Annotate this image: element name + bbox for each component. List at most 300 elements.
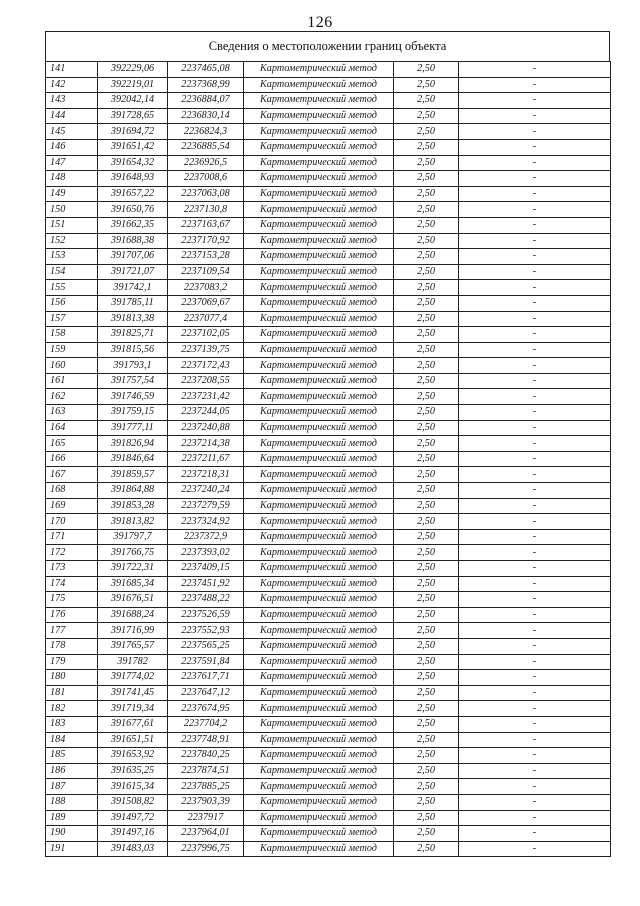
- method-cell: Картометрический метод: [244, 311, 394, 327]
- x-coordinate-cell: 391765,57: [98, 638, 168, 654]
- y-coordinate-cell: 2237488,22: [168, 592, 244, 608]
- table-row: [46, 826, 611, 842]
- x-coordinate-cell: 391654,32: [98, 155, 168, 171]
- description-cell: -: [459, 451, 611, 467]
- y-coordinate-cell: 2236884,07: [168, 93, 244, 109]
- x-coordinate-cell: 391694,72: [98, 124, 168, 140]
- x-coordinate-cell: 391657,22: [98, 186, 168, 202]
- x-coordinate-cell: 391846,64: [98, 451, 168, 467]
- table-row: [46, 732, 611, 748]
- table-row: [46, 155, 611, 171]
- method-cell: Картометрический метод: [244, 217, 394, 233]
- y-coordinate-cell: 2236885,54: [168, 139, 244, 155]
- description-cell: -: [459, 358, 611, 374]
- point-number-cell: 187: [46, 779, 98, 795]
- x-coordinate-cell: 391757,54: [98, 373, 168, 389]
- x-coordinate-cell: 391782: [98, 654, 168, 670]
- accuracy-cell: 2,50: [394, 529, 459, 545]
- x-coordinate-cell: 391635,25: [98, 763, 168, 779]
- table-row: [46, 716, 611, 732]
- method-cell: Картометрический метод: [244, 264, 394, 280]
- y-coordinate-cell: 2237840,25: [168, 748, 244, 764]
- table-row: [46, 249, 611, 265]
- point-number-cell: 159: [46, 342, 98, 358]
- method-cell: Картометрический метод: [244, 545, 394, 561]
- y-coordinate-cell: 2237964,01: [168, 826, 244, 842]
- table-row: [46, 233, 611, 249]
- table-row: [46, 529, 611, 545]
- description-cell: -: [459, 779, 611, 795]
- method-cell: Картометрический метод: [244, 794, 394, 810]
- accuracy-cell: 2,50: [394, 155, 459, 171]
- method-cell: Картометрический метод: [244, 186, 394, 202]
- point-number-cell: 155: [46, 280, 98, 296]
- accuracy-cell: 2,50: [394, 139, 459, 155]
- description-cell: -: [459, 93, 611, 109]
- y-coordinate-cell: 2237874,51: [168, 763, 244, 779]
- description-cell: -: [459, 623, 611, 639]
- y-coordinate-cell: 2237240,24: [168, 483, 244, 499]
- point-number-cell: 173: [46, 561, 98, 577]
- x-coordinate-cell: 391785,11: [98, 295, 168, 311]
- description-cell: -: [459, 233, 611, 249]
- method-cell: Картометрический метод: [244, 716, 394, 732]
- table-row: [46, 108, 611, 124]
- accuracy-cell: 2,50: [394, 841, 459, 857]
- accuracy-cell: 2,50: [394, 373, 459, 389]
- point-number-cell: 186: [46, 763, 98, 779]
- y-coordinate-cell: 2237244,05: [168, 405, 244, 421]
- table-title: Сведения о местоположении границ объекта: [45, 31, 610, 61]
- y-coordinate-cell: 2237917: [168, 810, 244, 826]
- accuracy-cell: 2,50: [394, 327, 459, 343]
- point-number-cell: 174: [46, 576, 98, 592]
- table-row: [46, 607, 611, 623]
- point-number-cell: 154: [46, 264, 98, 280]
- table-row: [46, 670, 611, 686]
- coordinates-table-sheet: [45, 31, 610, 857]
- accuracy-cell: 2,50: [394, 545, 459, 561]
- accuracy-cell: 2,50: [394, 810, 459, 826]
- y-coordinate-cell: 2237170,92: [168, 233, 244, 249]
- description-cell: -: [459, 607, 611, 623]
- point-number-cell: 143: [46, 93, 98, 109]
- description-cell: -: [459, 701, 611, 717]
- y-coordinate-cell: 2237393,02: [168, 545, 244, 561]
- description-cell: -: [459, 529, 611, 545]
- y-coordinate-cell: 2237552,93: [168, 623, 244, 639]
- method-cell: Картометрический метод: [244, 233, 394, 249]
- method-cell: Картометрический метод: [244, 685, 394, 701]
- x-coordinate-cell: 391859,57: [98, 467, 168, 483]
- point-number-cell: 167: [46, 467, 98, 483]
- table-row: [46, 483, 611, 499]
- y-coordinate-cell: 2237083,2: [168, 280, 244, 296]
- x-coordinate-cell: 391483,03: [98, 841, 168, 857]
- description-cell: -: [459, 405, 611, 421]
- point-number-cell: 151: [46, 217, 98, 233]
- y-coordinate-cell: 2237279,59: [168, 498, 244, 514]
- description-cell: -: [459, 794, 611, 810]
- table-row: [46, 779, 611, 795]
- method-cell: Картометрический метод: [244, 670, 394, 686]
- accuracy-cell: 2,50: [394, 295, 459, 311]
- method-cell: Картометрический метод: [244, 280, 394, 296]
- description-cell: -: [459, 327, 611, 343]
- description-cell: -: [459, 592, 611, 608]
- table-row: [46, 498, 611, 514]
- accuracy-cell: 2,50: [394, 826, 459, 842]
- method-cell: Картометрический метод: [244, 155, 394, 171]
- description-cell: -: [459, 514, 611, 530]
- description-cell: -: [459, 467, 611, 483]
- method-cell: Картометрический метод: [244, 327, 394, 343]
- table-row: [46, 62, 611, 78]
- table-row: [46, 202, 611, 218]
- description-cell: -: [459, 763, 611, 779]
- y-coordinate-cell: 2237451,92: [168, 576, 244, 592]
- x-coordinate-cell: 391722,31: [98, 561, 168, 577]
- point-number-cell: 145: [46, 124, 98, 140]
- point-number-cell: 177: [46, 623, 98, 639]
- point-number-cell: 175: [46, 592, 98, 608]
- method-cell: Картометрический метод: [244, 638, 394, 654]
- description-cell: -: [459, 342, 611, 358]
- table-row: [46, 186, 611, 202]
- method-cell: Картометрический метод: [244, 483, 394, 499]
- method-cell: Картометрический метод: [244, 841, 394, 857]
- point-number-cell: 165: [46, 436, 98, 452]
- method-cell: Картометрический метод: [244, 514, 394, 530]
- method-cell: Картометрический метод: [244, 701, 394, 717]
- point-number-cell: 163: [46, 405, 98, 421]
- accuracy-cell: 2,50: [394, 108, 459, 124]
- accuracy-cell: 2,50: [394, 436, 459, 452]
- method-cell: Картометрический метод: [244, 654, 394, 670]
- x-coordinate-cell: 391497,16: [98, 826, 168, 842]
- x-coordinate-cell: 391716,99: [98, 623, 168, 639]
- table-row: [46, 420, 611, 436]
- method-cell: Картометрический метод: [244, 436, 394, 452]
- coordinates-table: [45, 61, 611, 857]
- x-coordinate-cell: 391653,92: [98, 748, 168, 764]
- table-row: [46, 217, 611, 233]
- y-coordinate-cell: 2237903,39: [168, 794, 244, 810]
- x-coordinate-cell: 391497,72: [98, 810, 168, 826]
- method-cell: Картометрический метод: [244, 810, 394, 826]
- description-cell: -: [459, 171, 611, 187]
- table-row: [46, 436, 611, 452]
- accuracy-cell: 2,50: [394, 249, 459, 265]
- table-row: [46, 623, 611, 639]
- y-coordinate-cell: 2237617,71: [168, 670, 244, 686]
- accuracy-cell: 2,50: [394, 514, 459, 530]
- accuracy-cell: 2,50: [394, 576, 459, 592]
- method-cell: Картометрический метод: [244, 77, 394, 93]
- method-cell: Картометрический метод: [244, 202, 394, 218]
- method-cell: Картометрический метод: [244, 763, 394, 779]
- description-cell: -: [459, 748, 611, 764]
- method-cell: Картометрический метод: [244, 779, 394, 795]
- description-cell: -: [459, 561, 611, 577]
- accuracy-cell: 2,50: [394, 311, 459, 327]
- x-coordinate-cell: 391864,88: [98, 483, 168, 499]
- accuracy-cell: 2,50: [394, 498, 459, 514]
- y-coordinate-cell: 2237218,31: [168, 467, 244, 483]
- page-number: 126: [307, 14, 333, 31]
- point-number-cell: 172: [46, 545, 98, 561]
- x-coordinate-cell: 391825,71: [98, 327, 168, 343]
- x-coordinate-cell: 391662,35: [98, 217, 168, 233]
- y-coordinate-cell: 2237674,95: [168, 701, 244, 717]
- accuracy-cell: 2,50: [394, 264, 459, 280]
- accuracy-cell: 2,50: [394, 638, 459, 654]
- description-cell: -: [459, 217, 611, 233]
- description-cell: -: [459, 373, 611, 389]
- table-row: [46, 545, 611, 561]
- point-number-cell: 152: [46, 233, 98, 249]
- description-cell: -: [459, 420, 611, 436]
- point-number-cell: 179: [46, 654, 98, 670]
- x-coordinate-cell: 391721,07: [98, 264, 168, 280]
- table-row: [46, 327, 611, 343]
- description-cell: -: [459, 62, 611, 78]
- method-cell: Картометрический метод: [244, 451, 394, 467]
- y-coordinate-cell: 2237526,59: [168, 607, 244, 623]
- method-cell: Картометрический метод: [244, 592, 394, 608]
- x-coordinate-cell: 391826,94: [98, 436, 168, 452]
- y-coordinate-cell: 2237465,08: [168, 62, 244, 78]
- y-coordinate-cell: 2237214,38: [168, 436, 244, 452]
- y-coordinate-cell: 2237211,67: [168, 451, 244, 467]
- x-coordinate-cell: 391676,51: [98, 592, 168, 608]
- y-coordinate-cell: 2237647,12: [168, 685, 244, 701]
- method-cell: Картометрический метод: [244, 295, 394, 311]
- x-coordinate-cell: 391615,34: [98, 779, 168, 795]
- accuracy-cell: 2,50: [394, 623, 459, 639]
- table-row: [46, 389, 611, 405]
- description-cell: -: [459, 311, 611, 327]
- point-number-cell: 166: [46, 451, 98, 467]
- y-coordinate-cell: 2237565,25: [168, 638, 244, 654]
- y-coordinate-cell: 2236824,3: [168, 124, 244, 140]
- x-coordinate-cell: 391774,02: [98, 670, 168, 686]
- point-number-cell: 188: [46, 794, 98, 810]
- method-cell: Картометрический метод: [244, 529, 394, 545]
- accuracy-cell: 2,50: [394, 451, 459, 467]
- point-number-cell: 146: [46, 139, 98, 155]
- description-cell: -: [459, 576, 611, 592]
- accuracy-cell: 2,50: [394, 389, 459, 405]
- table-row: [46, 264, 611, 280]
- table-row: [46, 467, 611, 483]
- table-row: [46, 763, 611, 779]
- description-cell: -: [459, 841, 611, 857]
- point-number-cell: 141: [46, 62, 98, 78]
- description-cell: -: [459, 483, 611, 499]
- description-cell: -: [459, 670, 611, 686]
- accuracy-cell: 2,50: [394, 62, 459, 78]
- accuracy-cell: 2,50: [394, 592, 459, 608]
- point-number-cell: 182: [46, 701, 98, 717]
- accuracy-cell: 2,50: [394, 732, 459, 748]
- accuracy-cell: 2,50: [394, 716, 459, 732]
- x-coordinate-cell: 391742,1: [98, 280, 168, 296]
- method-cell: Картометрический метод: [244, 623, 394, 639]
- point-number-cell: 189: [46, 810, 98, 826]
- description-cell: -: [459, 139, 611, 155]
- point-number-cell: 190: [46, 826, 98, 842]
- table-row: [46, 93, 611, 109]
- x-coordinate-cell: 391707,06: [98, 249, 168, 265]
- y-coordinate-cell: 2237885,25: [168, 779, 244, 795]
- point-number-cell: 191: [46, 841, 98, 857]
- method-cell: Картометрический метод: [244, 561, 394, 577]
- point-number-cell: 185: [46, 748, 98, 764]
- method-cell: Картометрический метод: [244, 373, 394, 389]
- description-cell: -: [459, 280, 611, 296]
- accuracy-cell: 2,50: [394, 654, 459, 670]
- description-cell: -: [459, 436, 611, 452]
- point-number-cell: 161: [46, 373, 98, 389]
- x-coordinate-cell: 391813,38: [98, 311, 168, 327]
- point-number-cell: 153: [46, 249, 98, 265]
- accuracy-cell: 2,50: [394, 358, 459, 374]
- x-coordinate-cell: 391688,24: [98, 607, 168, 623]
- accuracy-cell: 2,50: [394, 561, 459, 577]
- method-cell: Картометрический метод: [244, 732, 394, 748]
- point-number-cell: 142: [46, 77, 98, 93]
- table-row: [46, 358, 611, 374]
- point-number-cell: 183: [46, 716, 98, 732]
- point-number-cell: 157: [46, 311, 98, 327]
- x-coordinate-cell: 392042,14: [98, 93, 168, 109]
- description-cell: -: [459, 124, 611, 140]
- table-row: [46, 342, 611, 358]
- point-number-cell: 144: [46, 108, 98, 124]
- table-row: [46, 373, 611, 389]
- accuracy-cell: 2,50: [394, 779, 459, 795]
- y-coordinate-cell: 2236830,14: [168, 108, 244, 124]
- accuracy-cell: 2,50: [394, 420, 459, 436]
- accuracy-cell: 2,50: [394, 748, 459, 764]
- description-cell: -: [459, 202, 611, 218]
- y-coordinate-cell: 2237172,43: [168, 358, 244, 374]
- point-number-cell: 164: [46, 420, 98, 436]
- point-number-cell: 181: [46, 685, 98, 701]
- y-coordinate-cell: 2237077,4: [168, 311, 244, 327]
- accuracy-cell: 2,50: [394, 124, 459, 140]
- accuracy-cell: 2,50: [394, 233, 459, 249]
- table-row: [46, 701, 611, 717]
- x-coordinate-cell: 391813,82: [98, 514, 168, 530]
- accuracy-cell: 2,50: [394, 685, 459, 701]
- x-coordinate-cell: 391685,34: [98, 576, 168, 592]
- x-coordinate-cell: 391741,45: [98, 685, 168, 701]
- method-cell: Картометрический метод: [244, 171, 394, 187]
- point-number-cell: 169: [46, 498, 98, 514]
- x-coordinate-cell: 391793,1: [98, 358, 168, 374]
- method-cell: Картометрический метод: [244, 342, 394, 358]
- description-cell: -: [459, 545, 611, 561]
- y-coordinate-cell: 2237153,28: [168, 249, 244, 265]
- point-number-cell: 184: [46, 732, 98, 748]
- description-cell: -: [459, 77, 611, 93]
- x-coordinate-cell: 391746,59: [98, 389, 168, 405]
- point-number-cell: 170: [46, 514, 98, 530]
- description-cell: -: [459, 186, 611, 202]
- y-coordinate-cell: 2237591,84: [168, 654, 244, 670]
- x-coordinate-cell: 391719,34: [98, 701, 168, 717]
- table-row: [46, 810, 611, 826]
- method-cell: Картометрический метод: [244, 139, 394, 155]
- table-row: [46, 514, 611, 530]
- y-coordinate-cell: 2237409,15: [168, 561, 244, 577]
- accuracy-cell: 2,50: [394, 670, 459, 686]
- table-row: [46, 124, 611, 140]
- y-coordinate-cell: 2237368,99: [168, 77, 244, 93]
- method-cell: Картометрический метод: [244, 576, 394, 592]
- point-number-cell: 178: [46, 638, 98, 654]
- description-cell: -: [459, 685, 611, 701]
- accuracy-cell: 2,50: [394, 467, 459, 483]
- x-coordinate-cell: 391651,51: [98, 732, 168, 748]
- table-row: [46, 654, 611, 670]
- description-cell: -: [459, 826, 611, 842]
- point-number-cell: 150: [46, 202, 98, 218]
- table-row: [46, 748, 611, 764]
- table-row: [46, 405, 611, 421]
- description-cell: -: [459, 810, 611, 826]
- y-coordinate-cell: 2237231,42: [168, 389, 244, 405]
- method-cell: Картометрический метод: [244, 389, 394, 405]
- method-cell: Картометрический метод: [244, 108, 394, 124]
- y-coordinate-cell: 2237130,8: [168, 202, 244, 218]
- y-coordinate-cell: 2237704,2: [168, 716, 244, 732]
- description-cell: -: [459, 264, 611, 280]
- table-row: [46, 794, 611, 810]
- y-coordinate-cell: 2237372,9: [168, 529, 244, 545]
- accuracy-cell: 2,50: [394, 794, 459, 810]
- table-row: [46, 295, 611, 311]
- y-coordinate-cell: 2237069,67: [168, 295, 244, 311]
- y-coordinate-cell: 2237109,54: [168, 264, 244, 280]
- x-coordinate-cell: 391766,75: [98, 545, 168, 561]
- method-cell: Картометрический метод: [244, 748, 394, 764]
- description-cell: -: [459, 108, 611, 124]
- point-number-cell: 147: [46, 155, 98, 171]
- y-coordinate-cell: 2237063,08: [168, 186, 244, 202]
- table-body: [46, 62, 611, 857]
- y-coordinate-cell: 2237008,6: [168, 171, 244, 187]
- y-coordinate-cell: 2237139,75: [168, 342, 244, 358]
- point-number-cell: 176: [46, 607, 98, 623]
- accuracy-cell: 2,50: [394, 217, 459, 233]
- x-coordinate-cell: 391797,7: [98, 529, 168, 545]
- x-coordinate-cell: 391777,11: [98, 420, 168, 436]
- table-row: [46, 139, 611, 155]
- description-cell: -: [459, 498, 611, 514]
- accuracy-cell: 2,50: [394, 763, 459, 779]
- description-cell: -: [459, 716, 611, 732]
- point-number-cell: 168: [46, 483, 98, 499]
- y-coordinate-cell: 2237996,75: [168, 841, 244, 857]
- accuracy-cell: 2,50: [394, 483, 459, 499]
- description-cell: -: [459, 249, 611, 265]
- method-cell: Картометрический метод: [244, 249, 394, 265]
- x-coordinate-cell: 391815,56: [98, 342, 168, 358]
- point-number-cell: 149: [46, 186, 98, 202]
